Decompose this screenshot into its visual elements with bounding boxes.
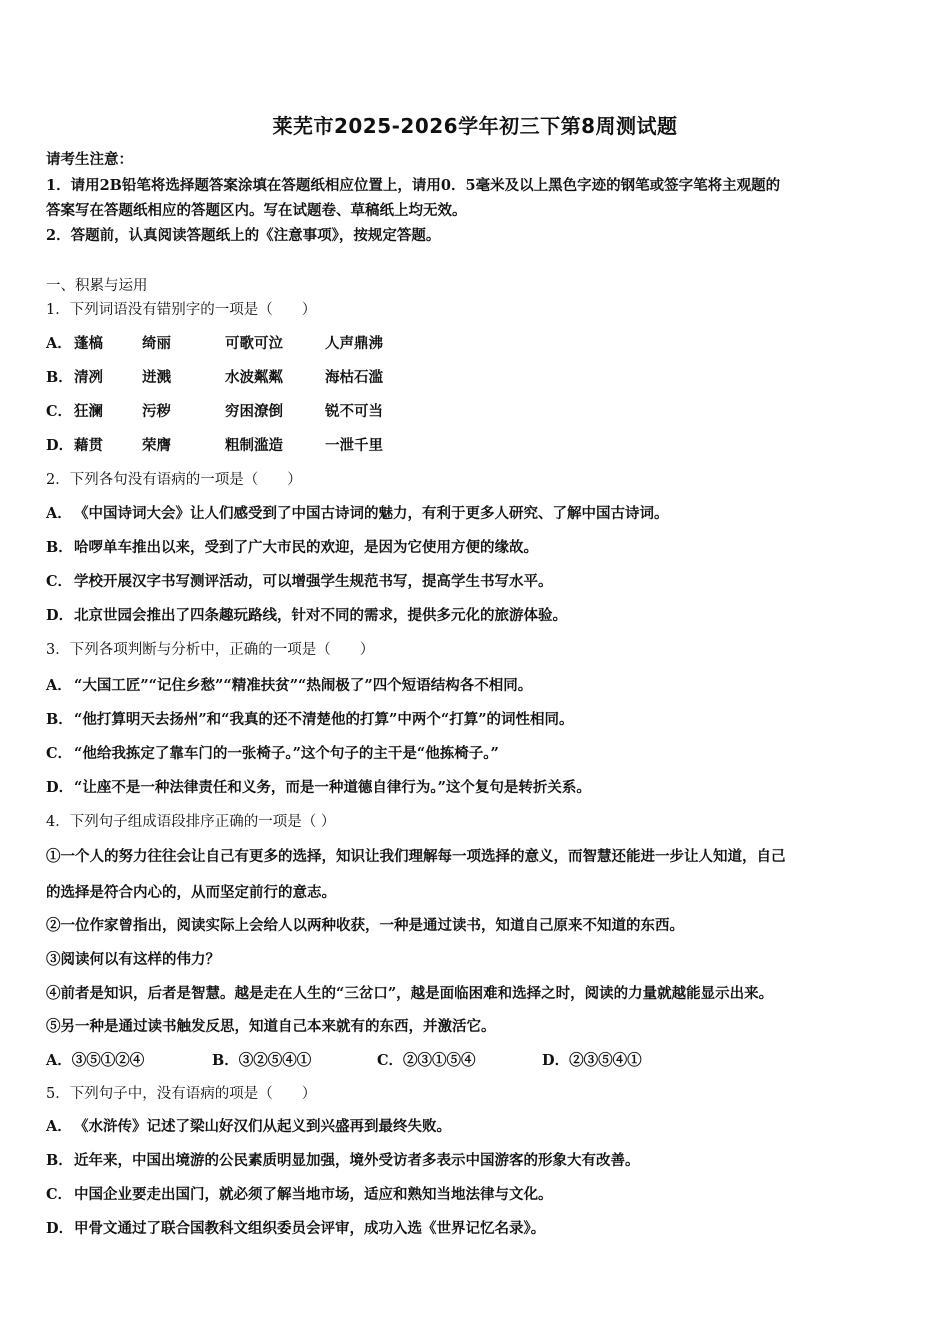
option-label: D． (46, 437, 74, 454)
option-text: ③②⑤④① (238, 1052, 312, 1069)
option-label: D． (542, 1052, 570, 1069)
question-stem: 5．下列句子中，没有语病的项是（ ） (46, 1086, 317, 1102)
option-label: B． (46, 711, 73, 728)
option-label: D． (46, 1220, 74, 1237)
question-stem: 1．下列词语没有错别字的一项是（ ） (46, 302, 317, 318)
q4-option-b[interactable] (212, 1051, 311, 1071)
option-label: A． (46, 677, 72, 694)
option-label: B． (46, 369, 73, 386)
option-word: 绮丽 (142, 335, 171, 352)
sentence-5: ⑤另一种是通过读书触发反思，知道自己本来就有的东西，并激活它。 (46, 1018, 496, 1035)
option-text: “大国工匠”“记住乡愁”“精准扶贫”“热闹极了”四个短语结构各不相同。 (74, 677, 533, 694)
option-word: 污秽 (142, 403, 171, 420)
notice-heading: 请考生注意： (46, 151, 133, 168)
option-text: “他打算明天去扬州”和“我真的还不清楚他的打算”中两个“打算”的词性相同。 (74, 711, 574, 728)
option-text: 学校开展汉字书写测评活动，可以增强学生规范书写，提高学生书写水平。 (74, 573, 553, 590)
sentence-4: ④前者是知识，后者是智慧。越是走在人生的“三岔口”，越是面临困难和选择之时，阅读的力量就越能显示出来。 (46, 985, 774, 1002)
option-label: A． (46, 335, 72, 352)
option-label: C． (46, 745, 73, 762)
notice-line: 1．请用2B铅笔将选择题答案涂填在答题纸相应位置上，请用0．5毫米及以上黑色字迹的钢笔或签字笔将主观题的 (46, 177, 781, 194)
option-word: 藉贯 (74, 437, 103, 454)
q4-option-c[interactable] (377, 1051, 476, 1071)
option-word: 穷困潦倒 (225, 403, 283, 420)
question-stem: 2．下列各句没有语病的一项是（ ） (46, 472, 302, 488)
sentence-2: ②一位作家曾指出，阅读实际上会给人以两种收获，一种是通过读书，知道自己原来不知道的东西。 (46, 917, 684, 934)
option-text: 《水浒传》记述了梁山好汉们从起义到兴盛再到最终失败。 (74, 1118, 451, 1135)
option-text: ②③⑤④① (569, 1052, 642, 1069)
page-title: 莱芜市2025-2026学年初三下第8周测试题 (272, 114, 678, 138)
option-word: 水波粼粼 (225, 369, 283, 386)
option-word: 海枯石滥 (325, 369, 383, 386)
option-text: “让座不是一种法律责任和义务，而是一种道德自律行为。”这个复句是转折关系。 (74, 779, 591, 796)
question-stem: 3．下列各项判断与分析中，正确的一项是（ ） (46, 642, 375, 658)
notice-line: 2．答题前，认真阅读答题纸上的《注意事项》，按规定答题。 (46, 227, 441, 244)
option-text: 哈啰单车推出以来，受到了广大市民的欢迎，是因为它使用方便的缘故。 (74, 539, 538, 556)
option-word: 人声鼎沸 (325, 335, 383, 352)
sentence-1-cont: 的选择是符合内心的，从而坚定前行的意志。 (46, 884, 336, 901)
option-label: B． (212, 1052, 239, 1069)
option-label: C． (46, 1186, 73, 1203)
option-label: A． (46, 505, 72, 522)
option-word: 一泄千里 (325, 437, 383, 454)
sentence-3: ③阅读何以有这样的伟力？ (46, 951, 220, 968)
option-word: 清冽 (74, 369, 103, 386)
option-text: 中国企业要走出国门，就必须了解当地市场，适应和熟知当地法律与文化。 (74, 1186, 553, 1203)
option-word: 迸溅 (142, 369, 171, 386)
option-text: 甲骨文通过了联合国教科文组织委员会评审，成功入选《世界记忆名录》。 (74, 1220, 546, 1237)
question-stem: 4．下列句子组成语段排序正确的一项是（ ） (46, 814, 336, 830)
option-word: 荣膺 (142, 437, 171, 454)
option-word: 粗制滥造 (225, 437, 283, 454)
option-label: B． (46, 539, 73, 556)
option-label: D． (46, 779, 74, 796)
option-text: ②③①⑤④ (403, 1052, 476, 1069)
option-label: D． (46, 607, 74, 624)
sentence-1: ①一个人的努力往往会让自己有更多的选择，知识让我们理解每一项选择的意义，而智慧还能进一步让人知道，自己 (46, 848, 786, 865)
option-text: ③⑤①②④ (71, 1052, 145, 1069)
option-word: 锐不可当 (325, 403, 383, 420)
q4-option-a[interactable] (46, 1051, 144, 1071)
option-label: B． (46, 1152, 73, 1169)
option-word: 蓬槁 (74, 335, 103, 352)
option-label: A． (46, 1118, 72, 1135)
option-text: 近年来，中国出境游的公民素质明显加强，境外受访者多表示中国游客的形象大有改善。 (74, 1152, 640, 1169)
option-text: 《中国诗词大会》让人们感受到了中国古诗词的魅力，有利于更多人研究、了解中国古诗词。 (74, 505, 669, 522)
option-label: C． (377, 1052, 404, 1069)
option-text: 北京世园会推出了四条趣玩路线，针对不同的需求，提供多元化的旅游体验。 (74, 607, 567, 624)
option-label: C． (46, 403, 73, 420)
section-heading: 一、积累与运用 (46, 278, 148, 294)
option-word: 可歌可泣 (225, 335, 283, 352)
notice-line: 答案写在答题纸相应的答题区内。写在试题卷、草稿纸上均无效。 (46, 202, 467, 219)
option-word: 狂澜 (74, 403, 103, 420)
option-label: A． (46, 1052, 72, 1069)
option-text: “他给我拣定了靠车门的一张椅子。”这个句子的主干是“他拣椅子。” (74, 745, 499, 762)
q4-option-d[interactable] (542, 1051, 642, 1071)
option-label: C． (46, 573, 73, 590)
